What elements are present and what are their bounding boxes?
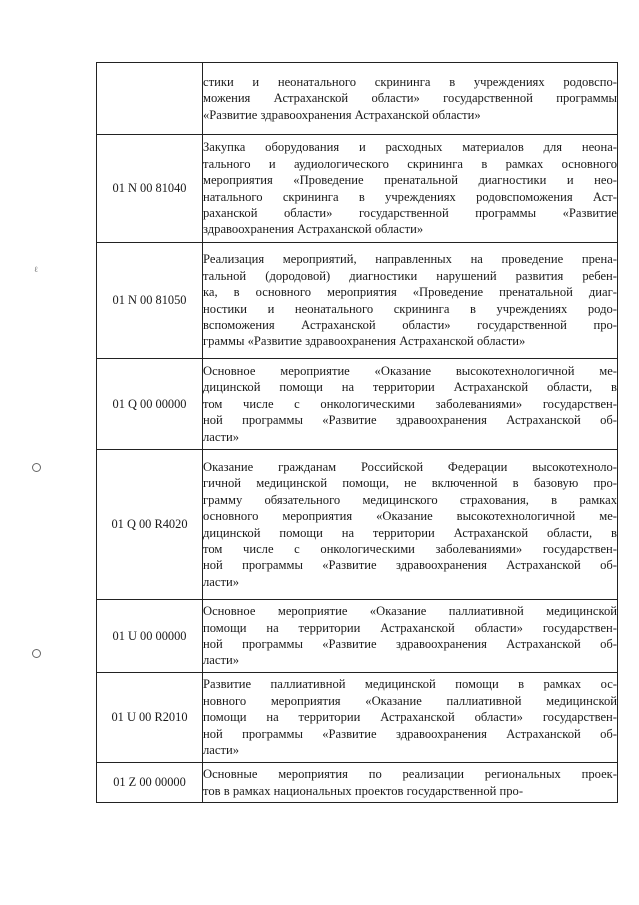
- description-line: Реализация мероприятий, направленных на проведение прена-: [203, 252, 617, 267]
- description-line: дицинской помощи на территории Астраханской области, в: [203, 380, 617, 395]
- budget-code-cell: 01 U 00 00000: [97, 600, 203, 673]
- description-line: вспоможения Астраханской области» государственной про-: [203, 317, 617, 332]
- description-cell: [203, 600, 618, 673]
- scan-speck: ℓ: [34, 265, 38, 274]
- description-line: ной программы «Развитие здравоохранения Астраханской об-: [203, 726, 617, 741]
- description-line: помощи на территории Астраханской области» государствен-: [203, 710, 617, 725]
- description-line: ласти»: [203, 653, 240, 668]
- table-row: [97, 63, 618, 135]
- description-line: Основное мероприятие «Оказание высокотехнологичной ме-: [203, 363, 617, 378]
- description-line: том числе с онкологическими заболеваниями» государствен-: [203, 396, 617, 411]
- description-cell: [203, 763, 618, 803]
- table-row: [97, 243, 618, 359]
- description-line: грамму обязательного медицинского страхования, в рамках: [203, 492, 617, 507]
- description-cell: [203, 63, 618, 135]
- description-line: том числе с онкологическими заболеваниями» государствен-: [203, 541, 617, 556]
- description-cell: [203, 450, 618, 600]
- budget-code-cell: 01 Q 00 00000: [97, 359, 203, 450]
- description-line: Закупка оборудования и расходных материалов для неона-: [203, 140, 617, 155]
- description-cell: [203, 243, 618, 359]
- description-line: натального скрининга в учреждениях родовспоможения Аст-: [203, 189, 617, 204]
- description-line: мероприятия «Проведение пренатальной диагностики и нео-: [203, 173, 617, 188]
- budget-code-cell: 01 Z 00 00000: [97, 763, 203, 803]
- table-row: [97, 135, 618, 243]
- description-line: помощи на территории Астраханской области» государствен-: [203, 620, 617, 635]
- budget-code-table: [96, 62, 618, 803]
- description-line: дицинской помощи на территории Астраханской области, в: [203, 525, 617, 540]
- description-line: тального и аудиологического скрининга в рамках основного: [203, 156, 617, 171]
- budget-code-cell: 01 N 00 81040: [97, 135, 203, 243]
- description-line: Основное мероприятие «Оказание паллиативной медицинской: [203, 604, 617, 619]
- description-line: Развитие паллиативной медицинской помощи в рамках ос-: [203, 677, 617, 692]
- table-body: [97, 63, 618, 803]
- table-row: [97, 450, 618, 600]
- table-row: [97, 673, 618, 763]
- table-row: [97, 600, 618, 673]
- description-line: можения Астраханской области» государственной программы: [203, 91, 617, 106]
- budget-code-cell: 01 N 00 81050: [97, 243, 203, 359]
- punch-hole-mark: [32, 463, 41, 472]
- description-line: ной программы «Развитие здравоохранения Астраханской об-: [203, 637, 617, 651]
- description-line: ласти»: [203, 429, 240, 444]
- budget-code-cell: 01 Q 00 R4020: [97, 450, 203, 600]
- description-line: здравоохранения Астраханской области»: [203, 222, 424, 237]
- description-cell: [203, 135, 618, 243]
- table-row: [97, 763, 618, 803]
- description-line: ной программы «Развитие здравоохранения Астраханской об-: [203, 558, 617, 573]
- description-line: граммы «Развитие здравоохранения Астраханской области»: [203, 334, 526, 349]
- description-line: ка, в основного мероприятия «Проведение пренатальной диаг-: [203, 285, 617, 300]
- description-line: гичной медицинской помощи, не включенной в базовую про-: [203, 476, 617, 491]
- description-line: ностики и неонатального скрининга в учреждениях родо-: [203, 301, 617, 316]
- description-cell: [203, 359, 618, 450]
- description-line: основного мероприятия «Оказание высокотехнологичной ме-: [203, 509, 617, 524]
- description-line: ной программы «Развитие здравоохранения Астраханской об-: [203, 413, 617, 428]
- table-row: [97, 359, 618, 450]
- description-line: тов в рамках национальных проектов государственной про-: [203, 783, 524, 798]
- description-line: Основные мероприятия по реализации региональных проек-: [203, 767, 617, 782]
- description-line: раханской области» государственной программы «Развитие: [203, 205, 617, 220]
- description-line: тальной (дородовой) диагностики нарушений развития ребен-: [203, 268, 617, 283]
- description-line: новного мероприятия «Оказание паллиативной медицинской: [203, 693, 617, 708]
- budget-code-cell: [97, 63, 203, 135]
- description-line: ласти»: [203, 743, 240, 758]
- punch-hole-mark: [32, 649, 41, 658]
- description-line: «Развитие здравоохранения Астраханской области»: [203, 107, 481, 122]
- description-line: ласти»: [203, 574, 240, 589]
- description-cell: [203, 673, 618, 763]
- budget-code-cell: 01 U 00 R2010: [97, 673, 203, 763]
- description-line: стики и неонатального скрининга в учреждениях родовспо-: [203, 74, 617, 89]
- description-line: Оказание гражданам Российской Федерации высокотехноло-: [203, 459, 617, 474]
